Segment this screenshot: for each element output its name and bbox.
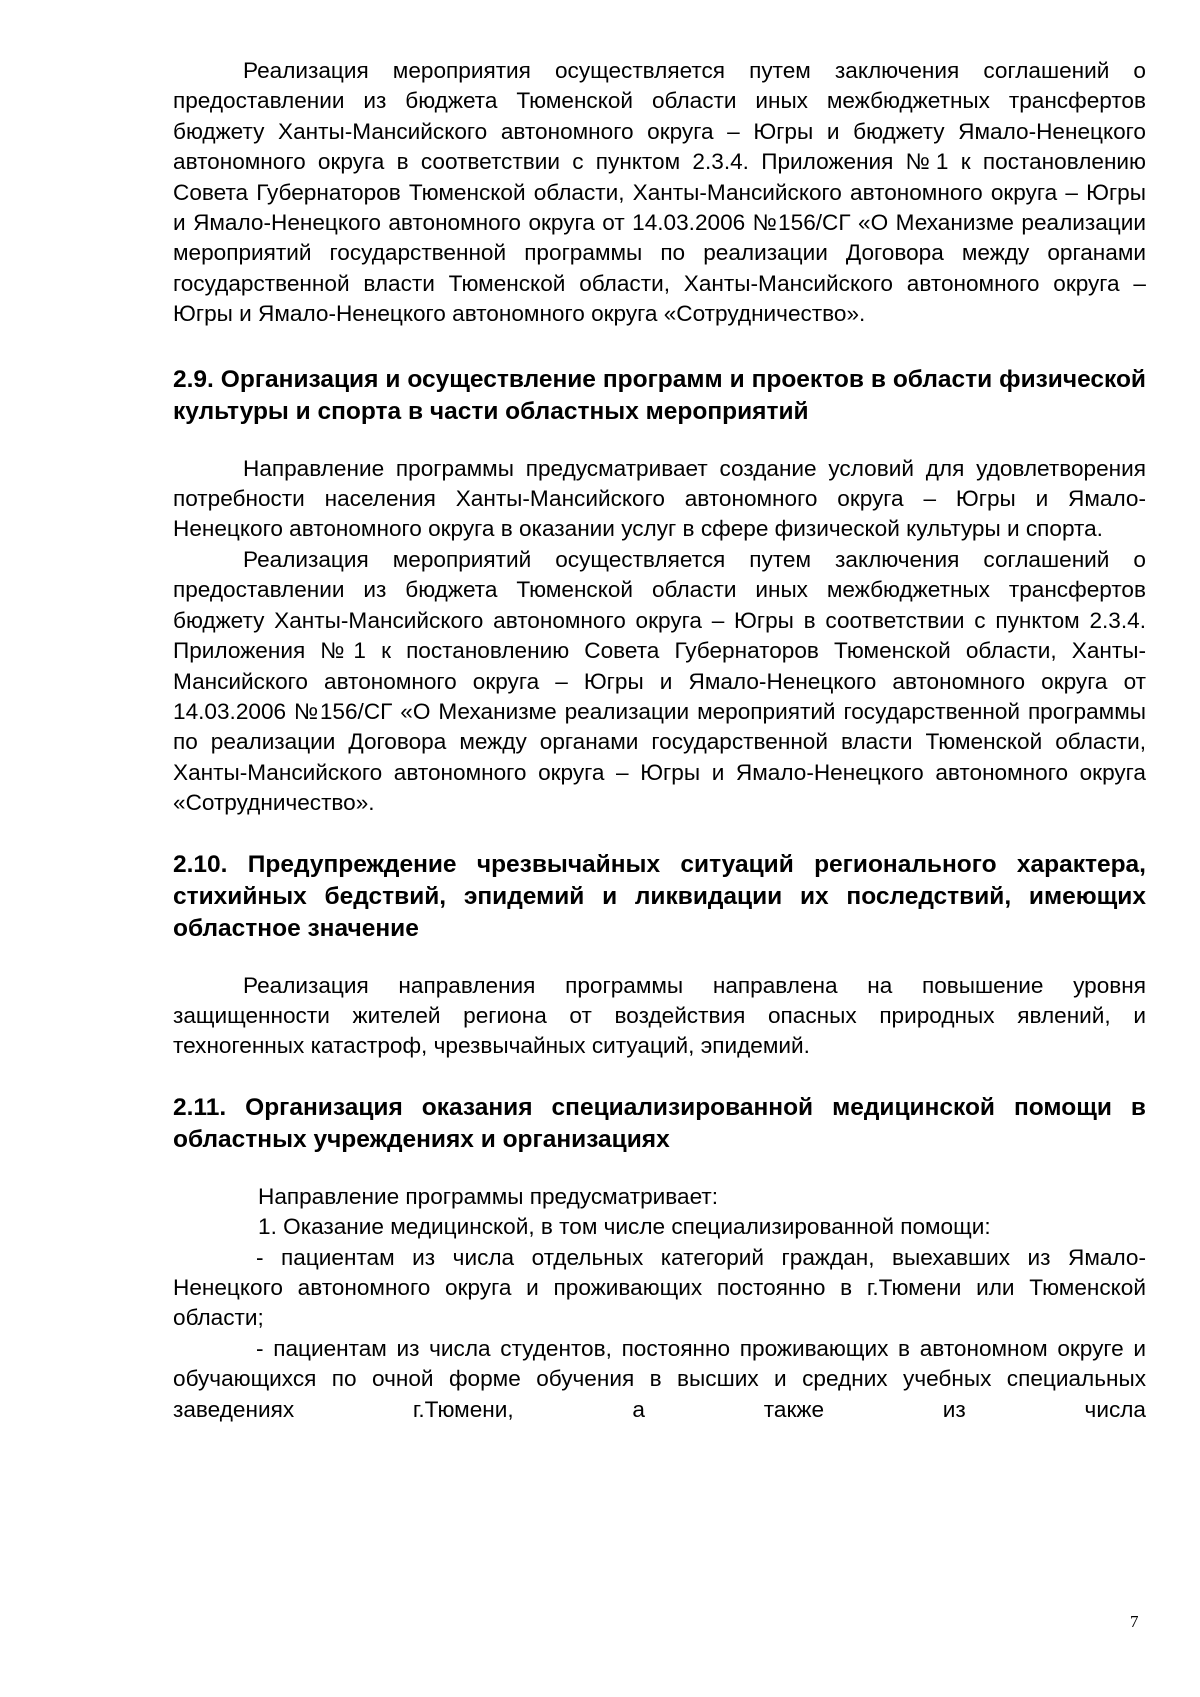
- section-heading-2-10: 2.10. Предупреждение чрезвычайных ситуаций регионального характера, стихийных бедствий, эпидемий и ликвидации их последствий, имеющих областное значение: [173, 850, 1146, 942]
- section-2-9-paragraph: Реализация мероприятий осуществляется путем заключения соглашений о предоставлении из бюджета Тюменской области иных межбюджетных трансфертов бюджету Ханты-Мансийского автономного округа – Югры в соответствии с пунктом 2.3.4. Приложения №1 к постановлению Совета Губернаторов Тюменской области, Ханты-Мансийского автономного округа – Югры и Ямало-Ненецкого автономного округа от 14.03.2006 №156/СГ «О Механизме реализации мероприятий государственной программы по реализации Договора между органами государственной власти Тюменской области, Ханты-Мансийского автономного округа – Югры и Ямало-Ненецкого автономного округа «Сотрудничество».: [173, 546, 1146, 816]
- section-heading-2-9: 2.9. Организация и осуществление программ и проектов в области физической культуры и спорта в части областных мероприятий: [173, 365, 1146, 425]
- section-2-9-paragraph: Направление программы предусматривает создание условий для удовлетворения потребности населения Ханты-Мансийского автономного округа – Югры и Ямало-Ненецкого автономного округа в оказании услуг в сфере физической культуры и спорта.: [173, 455, 1146, 542]
- section-2-10-paragraph: Реализация направления программы направлена на повышение уровня защищенности жителей региона от воздействия опасных природных явлений, и техногенных катастроф, чрезвычайных ситуаций, эпидемий.: [173, 972, 1146, 1059]
- section-heading-2-11: 2.11. Организация оказания специализированной медицинской помощи в областных учреждениях и организациях: [173, 1093, 1146, 1153]
- intro-paragraph: Реализация мероприятия осуществляется путем заключения соглашений о предоставлении из бюджета Тюменской области иных межбюджетных трансфертов бюджету Ханты-Мансийского автономного округа – Югры и бюджету Ямало-Ненецкого автономного округа в соответствии с пунктом 2.3.4. Приложения №1 к постановлению Совета Губернаторов Тюменской области, Ханты-Мансийского автономного округа – Югры и Ямало-Ненецкого автономного округа от 14.03.2006 №156/СГ «О Механизме реализации мероприятий государственной программы по реализации Договора между органами государственной власти Тюменской области, Ханты-Мансийского автономного округа – Югры и Ямало-Ненецкого автономного округа «Сотрудничество».: [173, 58, 1146, 327]
- section-2-11-subitem: - пациентам из числа отдельных категорий граждан, выехавших из Ямало-Ненецкого автономного округа и проживающих постоянно в г.Тюмени или Тюменской области;: [173, 1244, 1146, 1331]
- section-2-11-intro: Направление программы предусматривает:: [258, 1183, 719, 1209]
- section-2-11-subitem: - пациентам из числа студентов, постоянно проживающих в автономном округе и обучающихся по очной форме обучения в высших и средних учебных специальных заведениях г.Тюмени, а также из числа: [173, 1335, 1146, 1422]
- document-body: [173, 56, 1146, 1425]
- page-number: 7: [1130, 1612, 1139, 1631]
- section-2-11-item-1: 1. Оказание медицинской, в том числе специализированной помощи:: [258, 1214, 991, 1240]
